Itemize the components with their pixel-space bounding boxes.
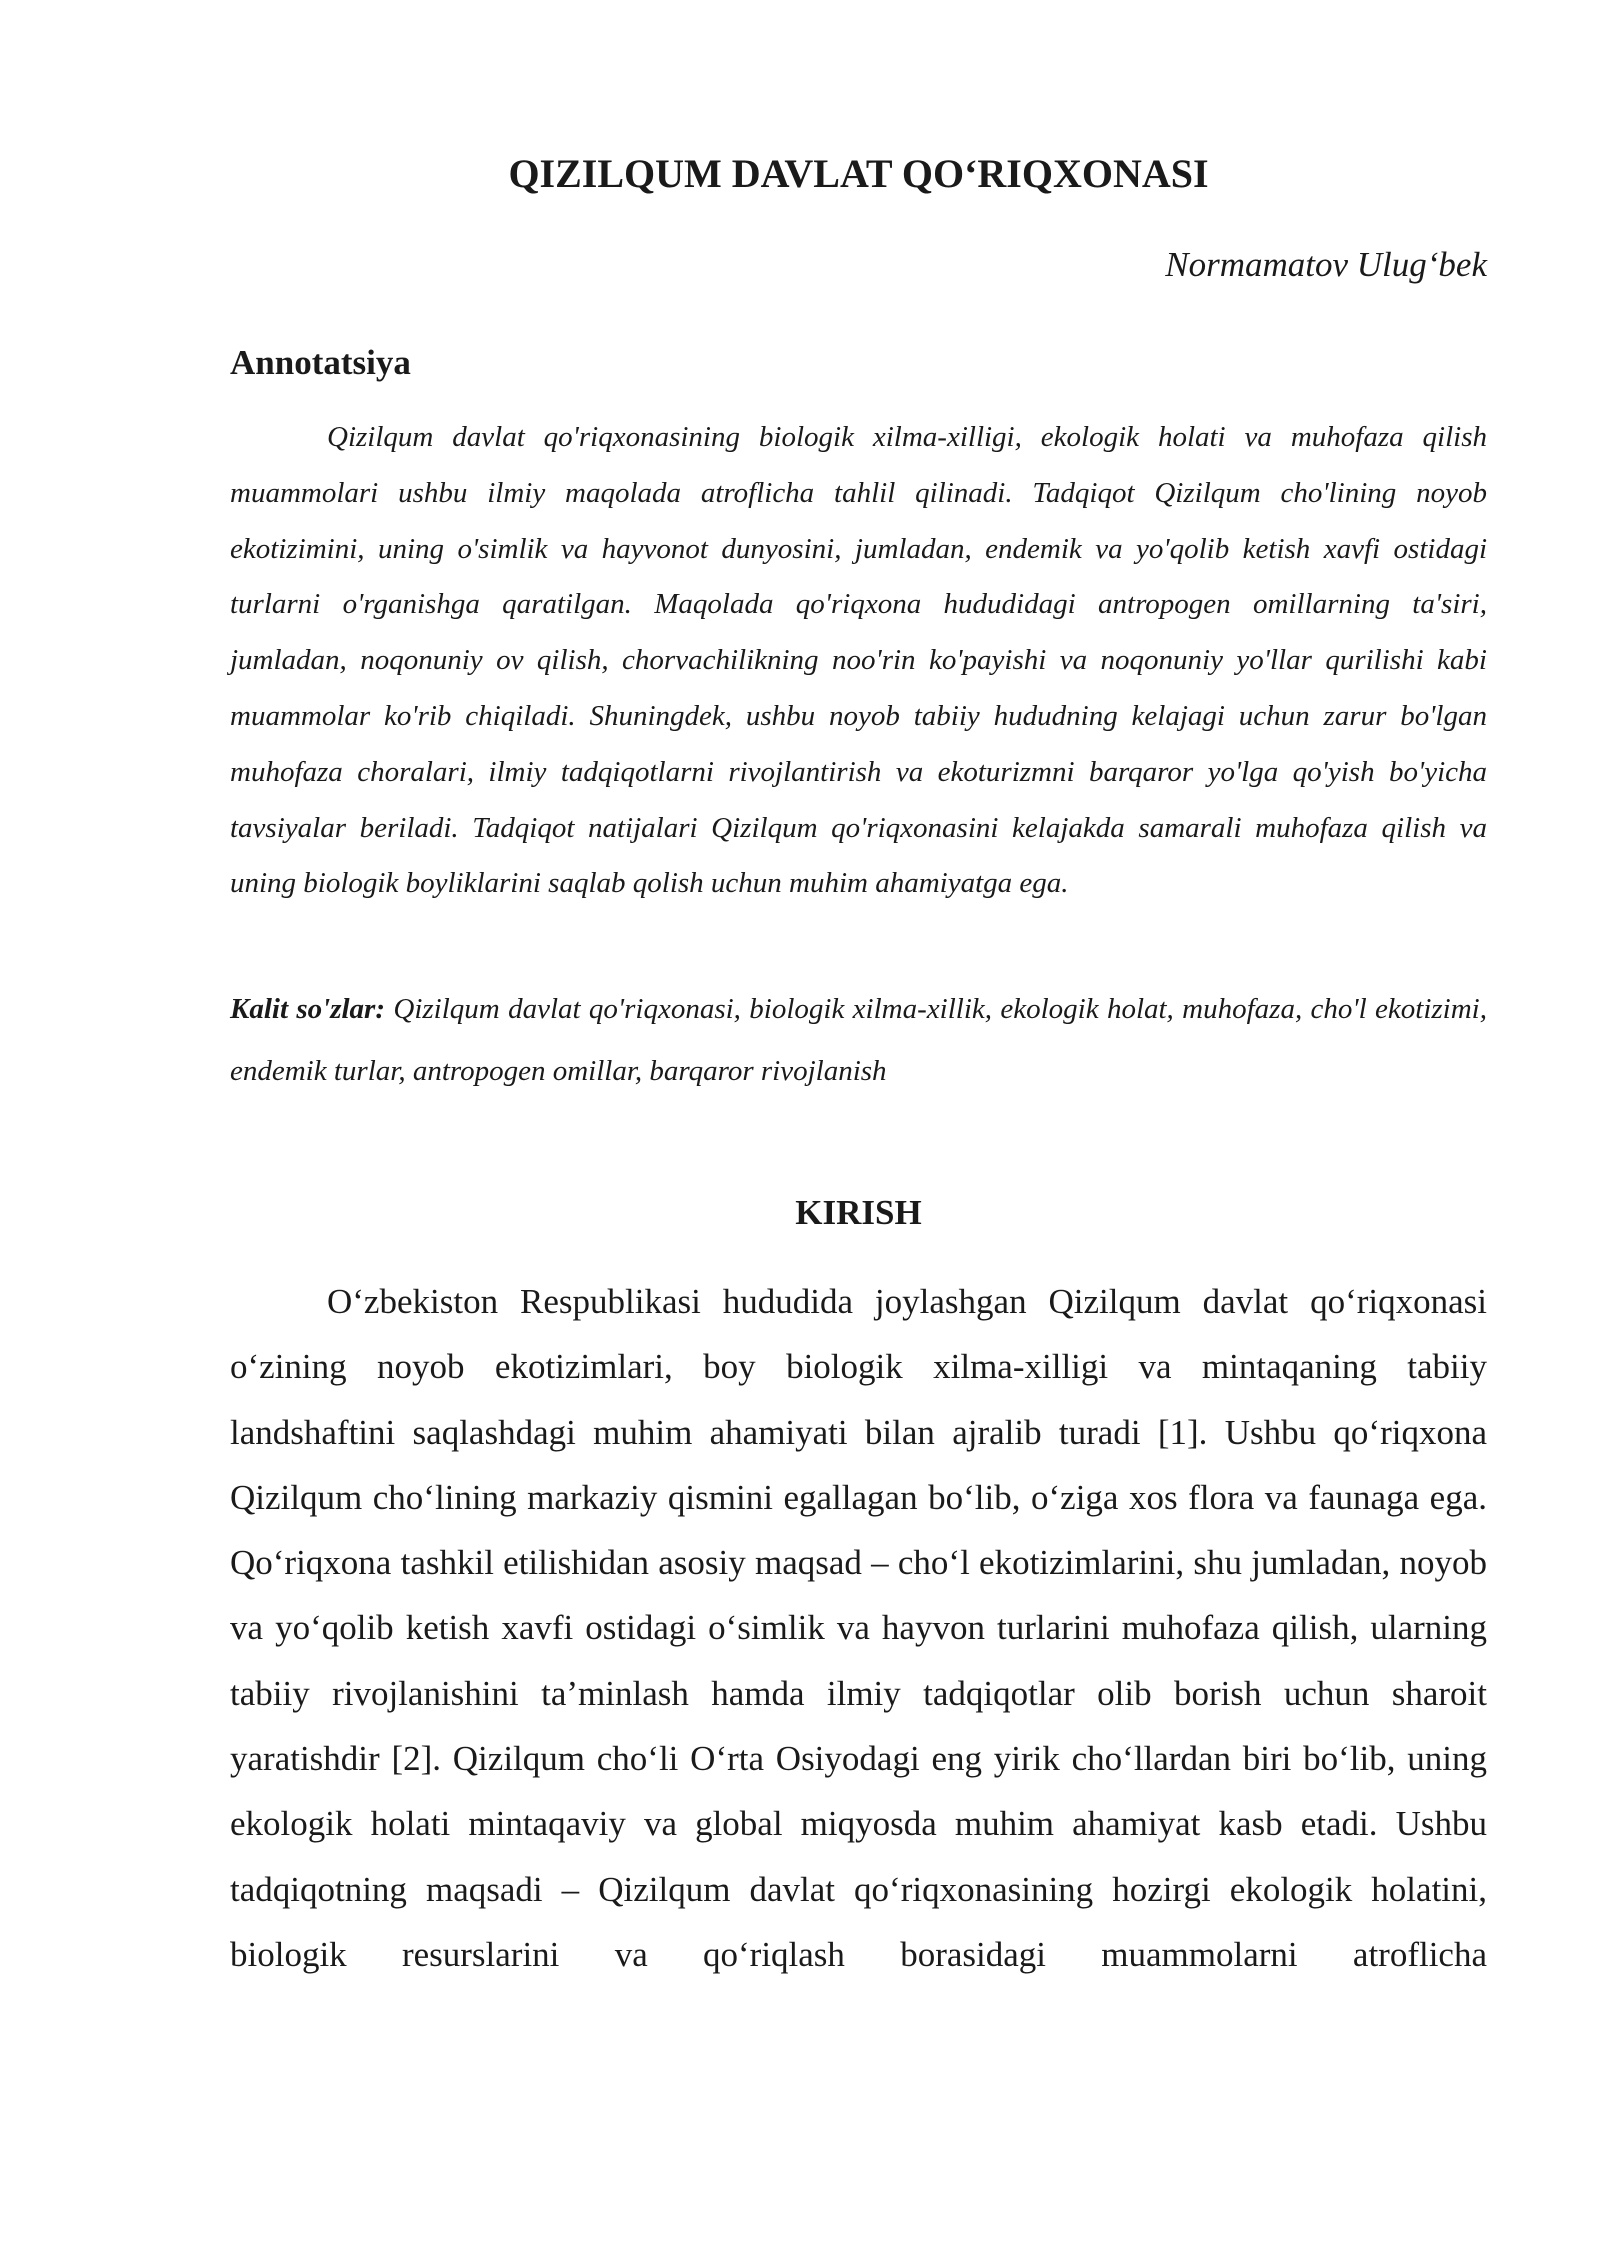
section-heading-kirish: KIRISH [795,1193,922,1232]
abstract-paragraph: Qizilqum davlat qo'riqxonasining biologik xilma-xilligi, ekologik holati va muhofaza qilish muammolari ushbu ilmiy maqolada atroflicha tahlil qilinadi. Tadqiqot Qizilqum cho'lining noyob ekotizimini, uning o'simlik va hayvonot dunyosini, jumladan, endemik va yo'qolib ketish xavfi ostidagi turlarni o'rganishga qaratilgan. Maqolada qo'riqxona hududidagi antropogen omillarning ta'siri, jumladan, noqonuniy ov qilish, chorvachilikning noo'rin ko'payishi va noqonuniy yo'llar qurilishi kabi muammolar ko'rib chiqiladi. Shuningdek, ushbu noyob tabiiy hududning kelajagi uchun zarur bo'lgan muhofaza choralari, ilmiy tadqiqotlarni rivojlantirish va ekoturizmni barqaror yo'lga qo'yish bo'yicha tavsiyalar beriladi. Tadqiqot natijalari Qizilqum qo'riqxonasini kelajakda samarali muhofaza qilish va uning biologik boyliklarini saqlab qolish uchun muhim ahamiyatga ega. [230,421,1487,900]
paper-title: QIZILQUM DAVLAT QO‘RIQXONASI [508,151,1209,196]
intro-paragraph: O‘zbekiston Respublikasi hududida joylashgan Qizilqum davlat qo‘riqxonasi o‘zining noyob ekotizimlari, boy biologik xilma-xilligi va mintaqaning tabiiy landshaftini saqlashdagi muhim ahamiyati bilan ajralib turadi [1]. Ushbu qo‘riqxona Qizilqum cho‘lining markaziy qismini egallagan bo‘lib, o‘ziga xos flora va faunaga ega. Qo‘riqxona tashkil etilishidan asosiy maqsad – cho‘l ekotizimlarini, shu jumladan, noyob va yo‘qolib ketish xavfi ostidagi o‘simlik va hayvon turlarini muhofaza qilish, ularning tabiiy rivojlanishini ta’minlash hamda ilmiy tadqiqotlar olib borish uchun sharoit yaratishdir [2]. Qizilqum cho‘li O‘rta Osiyodagi eng yirik cho‘llardan biri bo‘lib, uning ekologik holati mintaqaviy va global miqyosda muhim ahamiyat kasb etadi. Ushbu tadqiqotning maqsadi – Qizilqum davlat qo‘riqxonasining hozirgi ekologik holatini, biologik resurslarini va qo‘riqlash borasidagi muammolarni atroflicha [230,1282,1487,1974]
annotation-heading: Annotatsiya [230,343,411,382]
keywords-text: Qizilqum davlat qo'riqxonasi, biologik xilma-xillik, ekologik holat, muhofaza, cho'l ekotizimi, endemik turlar, antropogen omillar, barqaror rivojlanish [230,993,1487,1087]
author-name: Normamatov Ulug‘bek [1165,245,1487,284]
keywords-paragraph [230,978,1487,1102]
keywords-label: Kalit so'zlar: [230,993,386,1025]
